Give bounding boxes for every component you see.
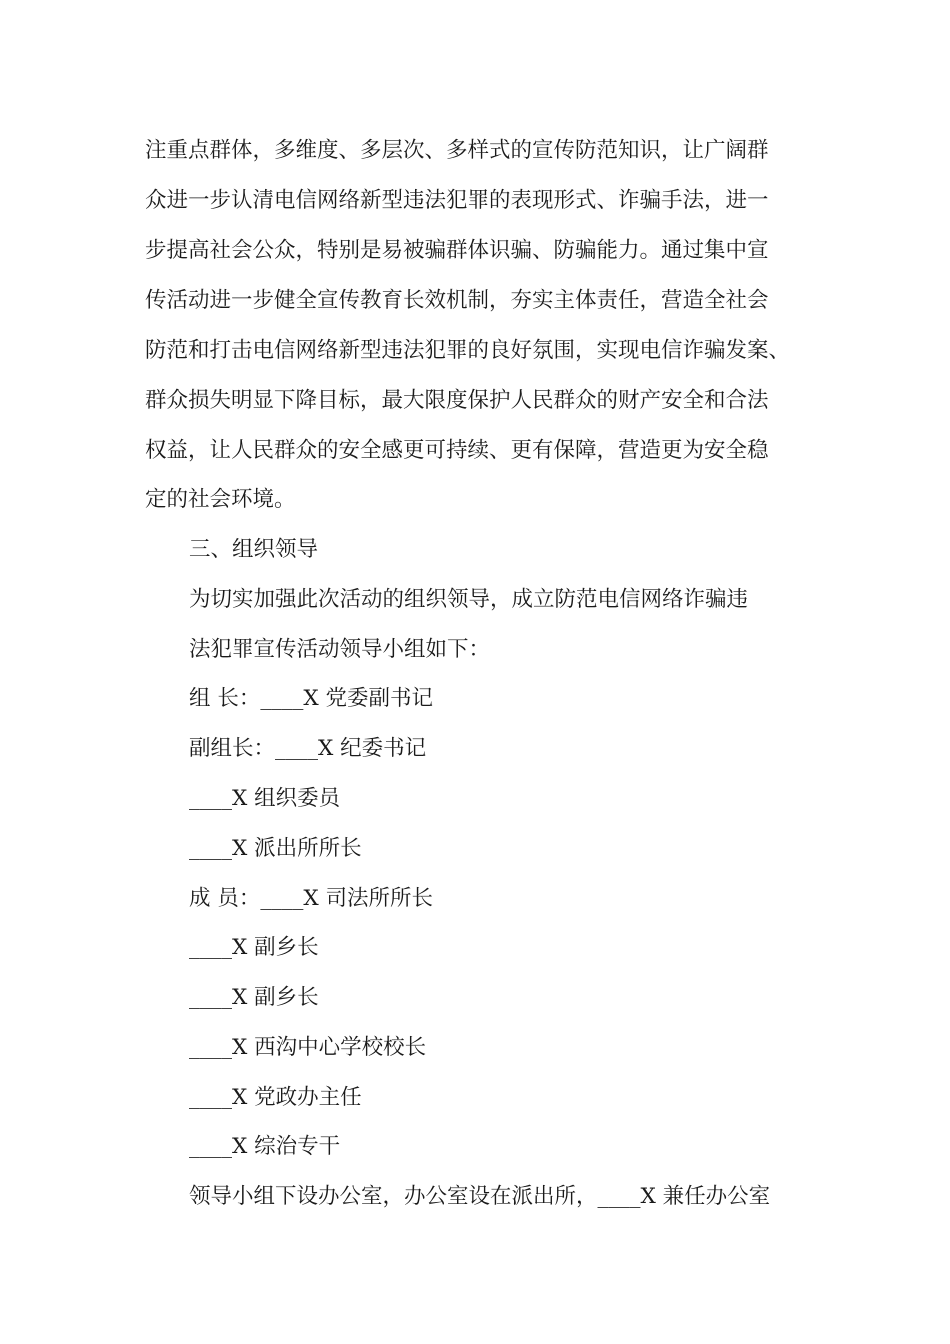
member-line: ____X 副乡长 xyxy=(189,985,319,1010)
member-line: ____X 副乡长 xyxy=(189,935,319,960)
member-line: ____X 西沟中心学校校长 xyxy=(189,1035,427,1060)
body-text-line: 众进一步认清电信网络新型违法犯罪的表现形式、诈骗手法，进一 xyxy=(145,188,769,213)
member-line: ____X 综治专干 xyxy=(189,1134,341,1159)
intro-text-line: 为切实加强此次活动的组织领导，成立防范电信网络诈骗违 xyxy=(189,587,749,612)
member-line-leader: 组 长：____X 党委副书记 xyxy=(189,686,433,711)
body-text-line: 步提高社会公众，特别是易被骗群体识骗、防骗能力。通过集中宣 xyxy=(145,238,769,263)
closing-text-line: 领导小组下设办公室，办公室设在派出所，____X 兼任办公室 xyxy=(189,1184,771,1209)
body-text-line: 权益，让人民群众的安全感更可持续、更有保障，营造更为安全稳 xyxy=(145,438,769,463)
member-line-members: 成 员：____X 司法所所长 xyxy=(189,886,433,911)
member-line-deputy-leader: 副组长：____X 纪委书记 xyxy=(189,736,427,761)
body-text-line: 传活动进一步健全宣传教育长效机制，夯实主体责任，营造全社会 xyxy=(145,288,769,313)
member-line: ____X 派出所所长 xyxy=(189,836,362,861)
intro-text-line: 法犯罪宣传活动领导小组如下： xyxy=(189,637,491,662)
body-text-line: 防范和打击电信网络新型违法犯罪的良好氛围，实现电信诈骗发案、 xyxy=(145,338,791,363)
body-text-line: 定的社会环境。 xyxy=(145,487,296,512)
body-text-line: 注重点群体，多维度、多层次、多样式的宣传防范知识，让广阔群 xyxy=(145,138,769,163)
member-line: ____X 组织委员 xyxy=(189,786,341,811)
member-line: ____X 党政办主任 xyxy=(189,1085,362,1110)
body-text-line: 群众损失明显下降目标，最大限度保护人民群众的财产安全和合法 xyxy=(145,388,769,413)
section-heading: 三、组织领导 xyxy=(189,537,319,562)
